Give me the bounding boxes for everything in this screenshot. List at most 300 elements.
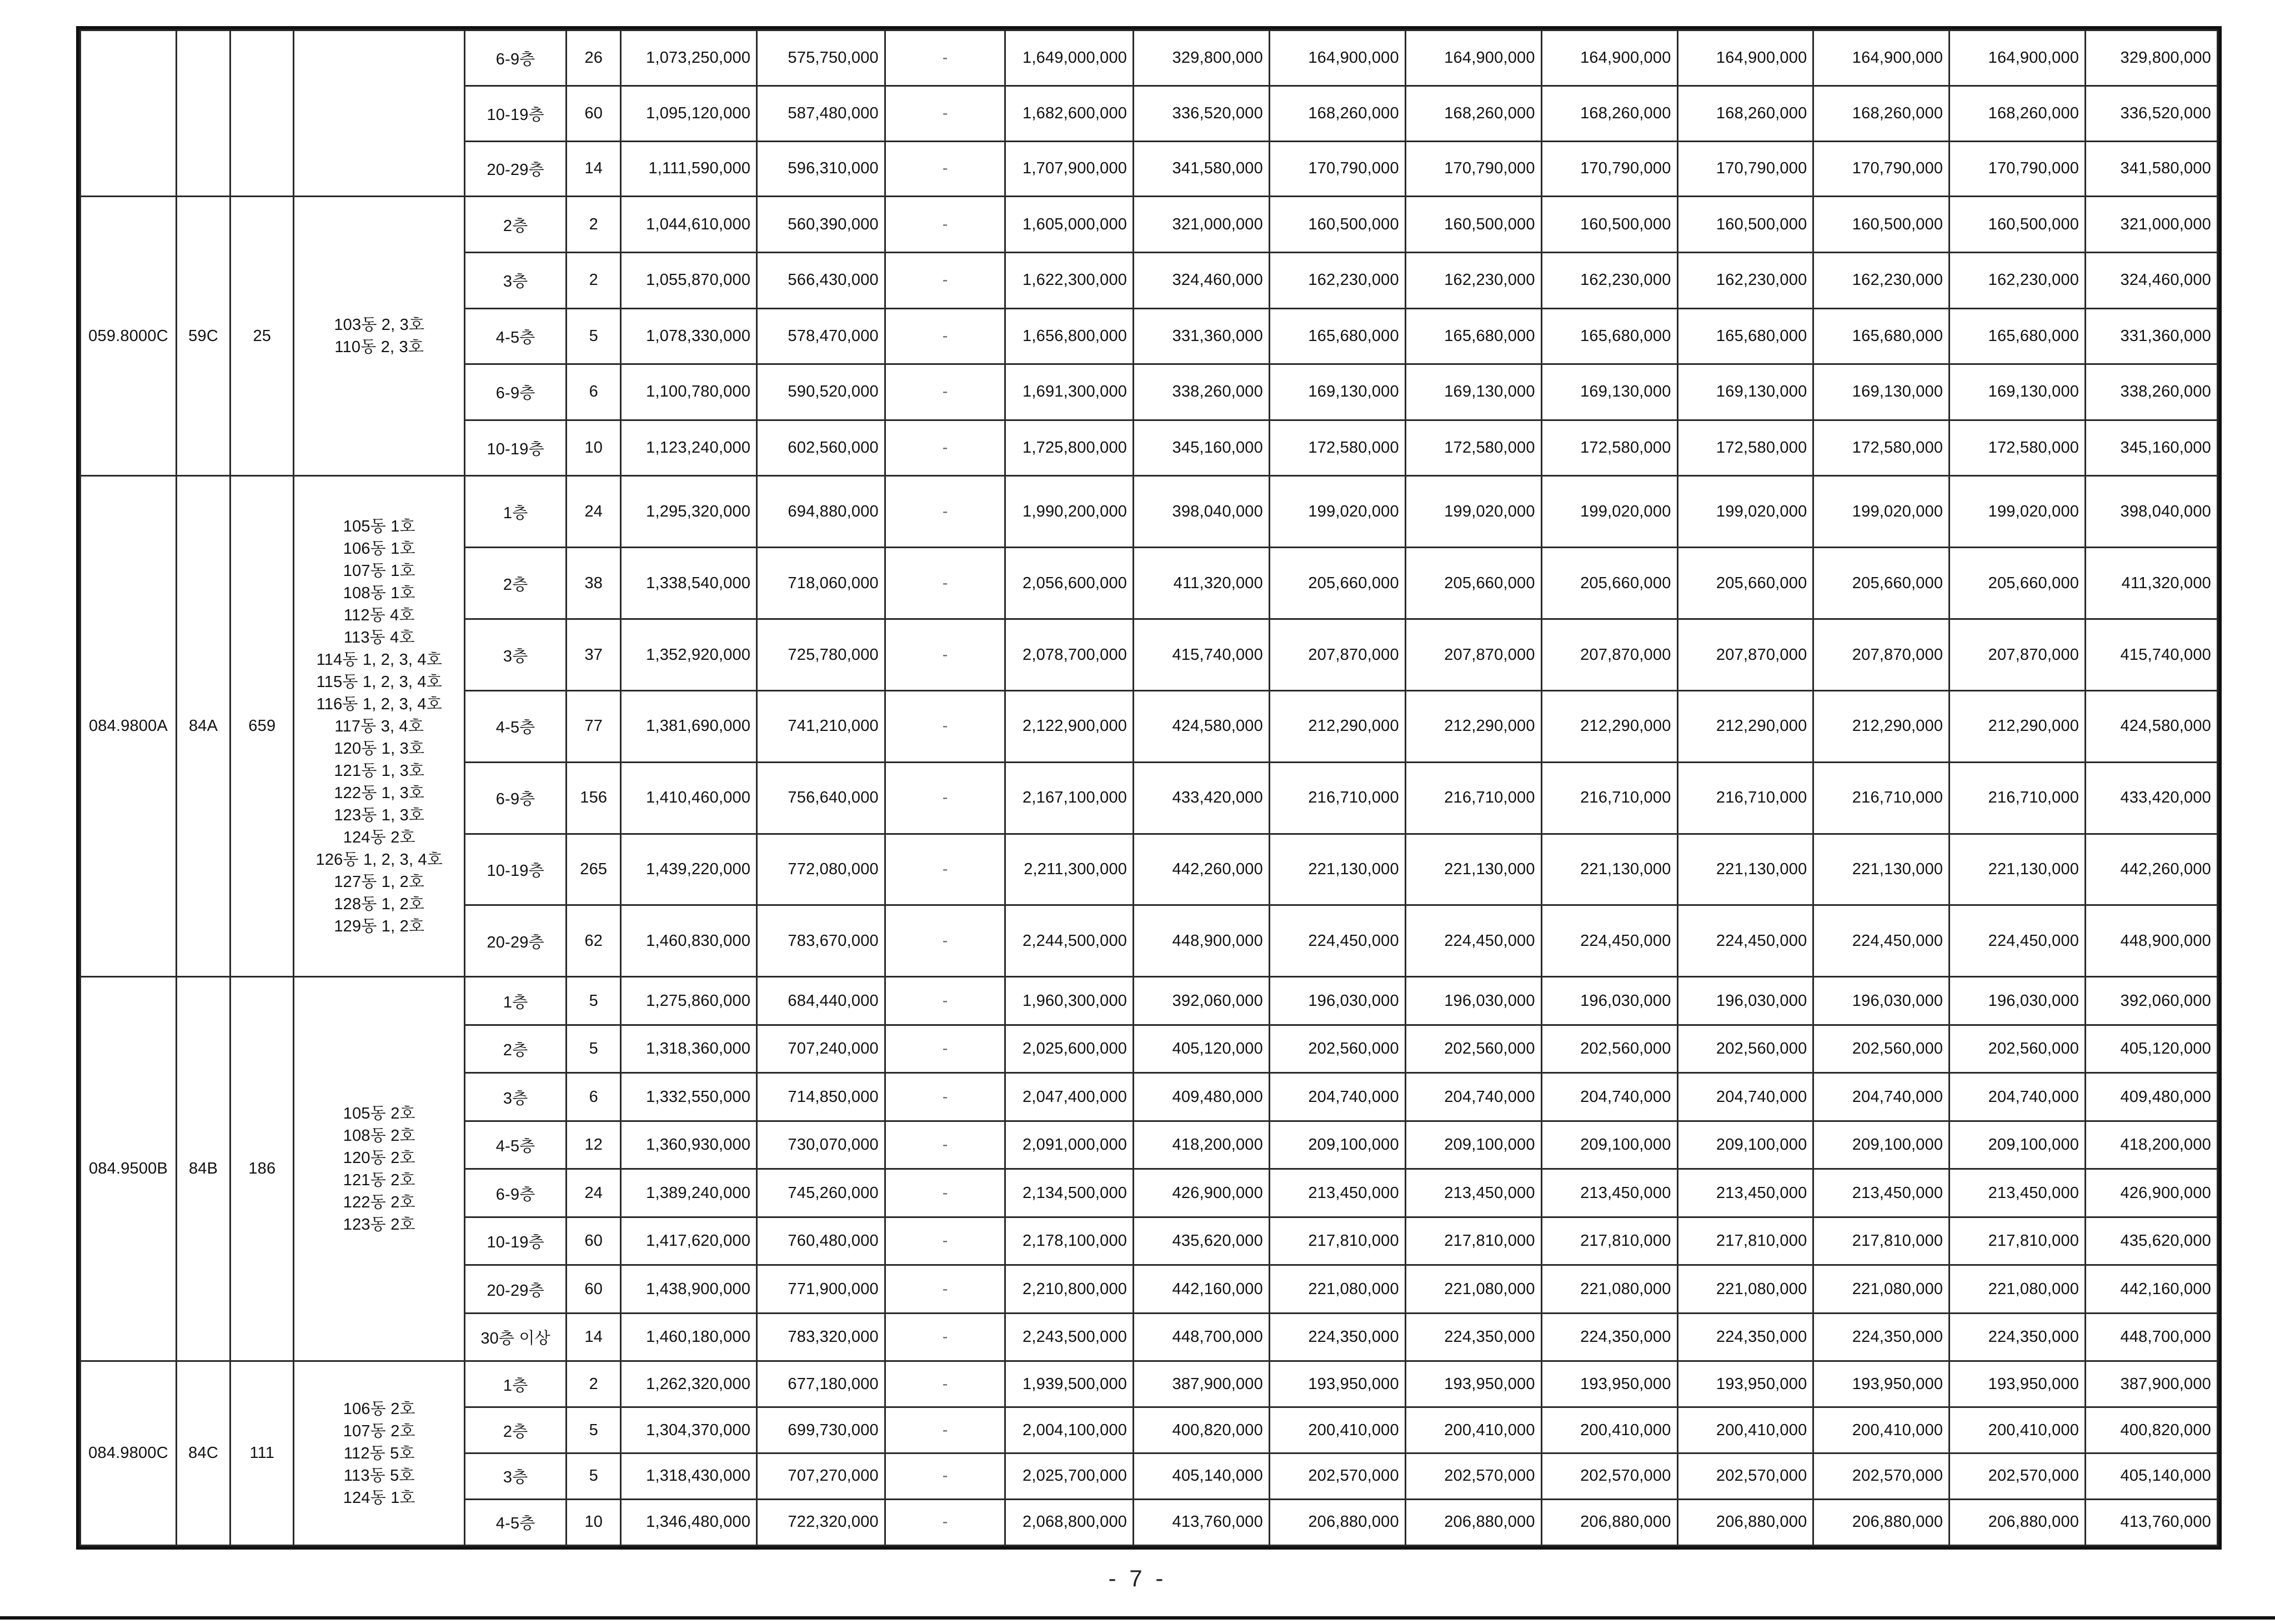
balance-cell: 433,420,000	[2086, 762, 2218, 834]
floor-cell: 6-9층	[465, 31, 567, 86]
interim-1-cell: 199,020,000	[1269, 476, 1405, 548]
building-line: 103동 2, 3호	[334, 316, 425, 334]
vat-cell: -	[885, 197, 1005, 253]
vat-cell: -	[885, 1499, 1005, 1545]
vat-cell: -	[885, 1121, 1005, 1169]
total-price-cell: 2,068,800,000	[1005, 1499, 1134, 1545]
land-price-cell: 1,417,620,000	[621, 1217, 757, 1265]
land-price-cell: 1,318,360,000	[621, 1025, 757, 1073]
interim-5-cell: 204,740,000	[1813, 1073, 1950, 1121]
interim-5-cell: 224,450,000	[1813, 905, 1950, 977]
building-price-cell: 596,310,000	[757, 141, 885, 197]
table-row	[81, 1361, 2218, 1407]
total-price-cell: 1,960,300,000	[1005, 977, 1134, 1025]
balance-cell: 387,900,000	[2086, 1361, 2218, 1407]
building-line: 110동 2, 3호	[334, 338, 424, 357]
interim-1-cell: 202,560,000	[1269, 1025, 1405, 1073]
contract-deposit-cell: 413,760,000	[1134, 1499, 1270, 1545]
building-line: 122동 2호	[343, 1193, 415, 1211]
building-price-cell: 772,080,000	[757, 834, 885, 905]
floor-cell: 4-5층	[465, 690, 567, 762]
floor-cell: 6-9층	[465, 364, 567, 420]
total-price-cell: 1,707,900,000	[1005, 141, 1134, 197]
interim-6-cell: 224,350,000	[1950, 1313, 2086, 1361]
vat-cell: -	[885, 834, 1005, 905]
total-price-cell: 2,178,100,000	[1005, 1217, 1134, 1265]
interim-1-cell: 193,950,000	[1269, 1361, 1405, 1407]
unit-count-cell: 265	[567, 834, 621, 905]
land-price-cell: 1,100,780,000	[621, 364, 757, 420]
floor-cell: 2층	[465, 197, 567, 253]
land-price-cell: 1,295,320,000	[621, 476, 757, 548]
interim-2-cell: 206,880,000	[1405, 1499, 1541, 1545]
interim-6-cell: 196,030,000	[1950, 977, 2086, 1025]
land-price-cell: 1,262,320,000	[621, 1361, 757, 1407]
interim-2-cell: 205,660,000	[1405, 548, 1541, 619]
page-number: - 7 -	[1108, 1565, 1167, 1591]
total-price-cell: 1,656,800,000	[1005, 308, 1134, 364]
vat-cell: -	[885, 1407, 1005, 1453]
interim-2-cell: 199,020,000	[1405, 476, 1541, 548]
total-price-cell: 1,605,000,000	[1005, 197, 1134, 253]
interim-3-cell: 213,450,000	[1541, 1169, 1677, 1217]
building-line: 121동 2호	[343, 1171, 415, 1189]
floor-cell: 10-19층	[465, 420, 567, 476]
unit-count-cell: 2	[567, 1361, 621, 1407]
vat-cell: -	[885, 1025, 1005, 1073]
interim-6-cell: 162,230,000	[1950, 252, 2086, 308]
interim-3-cell: 202,560,000	[1541, 1025, 1677, 1073]
land-price-cell: 1,338,540,000	[621, 548, 757, 619]
interim-5-cell: 196,030,000	[1813, 977, 1950, 1025]
total-price-cell: 2,078,700,000	[1005, 619, 1134, 691]
interim-5-cell: 221,080,000	[1813, 1265, 1950, 1314]
building-price-cell: 783,670,000	[757, 905, 885, 977]
floor-cell: 6-9층	[465, 762, 567, 834]
building-line: 113동 4호	[343, 628, 415, 646]
building-line: 129동 1, 2호	[334, 917, 425, 935]
interim-1-cell: 168,260,000	[1269, 86, 1405, 141]
interim-5-cell: 224,350,000	[1813, 1313, 1950, 1361]
interim-2-cell: 202,560,000	[1405, 1025, 1541, 1073]
balance-cell: 435,620,000	[2086, 1217, 2218, 1265]
unit-count-cell: 60	[567, 1265, 621, 1314]
contract-deposit-cell: 409,480,000	[1134, 1073, 1270, 1121]
vat-cell: -	[885, 905, 1005, 977]
table-row	[81, 977, 2218, 1025]
balance-cell: 405,140,000	[2086, 1453, 2218, 1500]
interim-3-cell: 212,290,000	[1541, 690, 1677, 762]
interim-4-cell: 206,880,000	[1677, 1499, 1813, 1545]
interim-6-cell: 212,290,000	[1950, 690, 2086, 762]
contract-deposit-cell: 405,140,000	[1134, 1453, 1270, 1500]
interim-2-cell: 204,740,000	[1405, 1073, 1541, 1121]
interim-2-cell: 162,230,000	[1405, 252, 1541, 308]
balance-cell: 341,580,000	[2086, 141, 2218, 197]
floor-cell: 1층	[465, 977, 567, 1025]
total-price-cell: 1,622,300,000	[1005, 252, 1134, 308]
interim-2-cell: 224,350,000	[1405, 1313, 1541, 1361]
building-price-cell: 771,900,000	[757, 1265, 885, 1314]
building-price-cell: 783,320,000	[757, 1313, 885, 1361]
interim-1-cell: 207,870,000	[1269, 619, 1405, 691]
land-price-cell: 1,304,370,000	[621, 1407, 757, 1453]
total-price-cell: 1,649,000,000	[1005, 31, 1134, 86]
interim-3-cell: 204,740,000	[1541, 1073, 1677, 1121]
interim-4-cell: 224,450,000	[1677, 905, 1813, 977]
interim-2-cell: 209,100,000	[1405, 1121, 1541, 1169]
unit-count-cell: 24	[567, 1169, 621, 1217]
interim-5-cell: 207,870,000	[1813, 619, 1950, 691]
building-price-cell: 756,640,000	[757, 762, 885, 834]
balance-cell: 448,700,000	[2086, 1313, 2218, 1361]
table-row	[81, 197, 2218, 253]
building-line: 122동 1, 3호	[334, 784, 425, 802]
interim-5-cell: 193,950,000	[1813, 1361, 1950, 1407]
interim-6-cell: 169,130,000	[1950, 364, 2086, 420]
vat-cell: -	[885, 1073, 1005, 1121]
land-price-cell: 1,111,590,000	[621, 141, 757, 197]
model-code-cell	[81, 31, 177, 197]
land-price-cell: 1,460,830,000	[621, 905, 757, 977]
building-list-cell	[294, 1361, 465, 1546]
total-price-cell: 2,056,600,000	[1005, 548, 1134, 619]
floor-cell: 3층	[465, 1073, 567, 1121]
interim-3-cell: 221,080,000	[1541, 1265, 1677, 1314]
vat-cell: -	[885, 420, 1005, 476]
vat-cell: -	[885, 252, 1005, 308]
balance-cell: 405,120,000	[2086, 1025, 2218, 1073]
interim-6-cell: 160,500,000	[1950, 197, 2086, 253]
land-price-cell: 1,078,330,000	[621, 308, 757, 364]
interim-6-cell: 170,790,000	[1950, 141, 2086, 197]
total-price-cell: 2,211,300,000	[1005, 834, 1134, 905]
total-price-cell: 2,025,700,000	[1005, 1453, 1134, 1500]
model-code-cell: 084.9800A	[81, 476, 177, 977]
contract-deposit-cell: 448,700,000	[1134, 1313, 1270, 1361]
interim-6-cell: 209,100,000	[1950, 1121, 2086, 1169]
floor-cell: 4-5층	[465, 1499, 567, 1545]
interim-2-cell: 196,030,000	[1405, 977, 1541, 1025]
interim-6-cell: 193,950,000	[1950, 1361, 2086, 1407]
unit-count-cell: 5	[567, 308, 621, 364]
building-line: 121동 1, 3호	[334, 761, 425, 780]
building-line: 120동 2호	[343, 1149, 415, 1167]
contract-deposit-cell: 336,520,000	[1134, 86, 1270, 141]
floor-cell: 4-5층	[465, 1121, 567, 1169]
interim-2-cell: 212,290,000	[1405, 690, 1541, 762]
housing-type-cell: 59C	[177, 197, 230, 476]
building-price-cell: 745,260,000	[757, 1169, 885, 1217]
vat-cell: -	[885, 1265, 1005, 1314]
unit-count-cell: 12	[567, 1121, 621, 1169]
unit-count-cell: 6	[567, 364, 621, 420]
interim-3-cell: 216,710,000	[1541, 762, 1677, 834]
contract-deposit-cell: 448,900,000	[1134, 905, 1270, 977]
floor-cell: 3층	[465, 619, 567, 691]
interim-1-cell: 196,030,000	[1269, 977, 1405, 1025]
contract-deposit-cell: 442,160,000	[1134, 1265, 1270, 1314]
interim-2-cell: 200,410,000	[1405, 1407, 1541, 1453]
contract-deposit-cell: 329,800,000	[1134, 31, 1270, 86]
interim-6-cell: 164,900,000	[1950, 31, 2086, 86]
contract-deposit-cell: 435,620,000	[1134, 1217, 1270, 1265]
interim-1-cell: 165,680,000	[1269, 308, 1405, 364]
interim-5-cell: 172,580,000	[1813, 420, 1950, 476]
interim-3-cell: 162,230,000	[1541, 252, 1677, 308]
interim-5-cell: 205,660,000	[1813, 548, 1950, 619]
vat-cell: -	[885, 86, 1005, 141]
unit-count-cell: 38	[567, 548, 621, 619]
vat-cell: -	[885, 690, 1005, 762]
total-price-cell: 2,167,100,000	[1005, 762, 1134, 834]
interim-3-cell: 169,130,000	[1541, 364, 1677, 420]
interim-3-cell: 202,570,000	[1541, 1453, 1677, 1500]
land-price-cell: 1,352,920,000	[621, 619, 757, 691]
interim-3-cell: 205,660,000	[1541, 548, 1677, 619]
balance-cell: 413,760,000	[2086, 1499, 2218, 1545]
interim-5-cell: 212,290,000	[1813, 690, 1950, 762]
total-units-cell: 659	[230, 476, 294, 977]
contract-deposit-cell: 387,900,000	[1134, 1361, 1270, 1407]
total-price-cell: 1,682,600,000	[1005, 86, 1134, 141]
interim-4-cell: 207,870,000	[1677, 619, 1813, 691]
unit-count-cell: 62	[567, 905, 621, 977]
floor-cell: 4-5층	[465, 308, 567, 364]
interim-4-cell: 162,230,000	[1677, 252, 1813, 308]
building-price-cell: 575,750,000	[757, 31, 885, 86]
interim-4-cell: 160,500,000	[1677, 197, 1813, 253]
interim-4-cell: 202,570,000	[1677, 1453, 1813, 1500]
building-price-cell: 741,210,000	[757, 690, 885, 762]
contract-deposit-cell: 341,580,000	[1134, 141, 1270, 197]
unit-count-cell: 5	[567, 1453, 621, 1500]
land-price-cell: 1,439,220,000	[621, 834, 757, 905]
interim-1-cell: 209,100,000	[1269, 1121, 1405, 1169]
interim-4-cell: 216,710,000	[1677, 762, 1813, 834]
interim-1-cell: 164,900,000	[1269, 31, 1405, 86]
building-line: 106동 2호	[343, 1400, 415, 1418]
building-line: 108동 1호	[343, 584, 415, 602]
interim-3-cell: 164,900,000	[1541, 31, 1677, 86]
total-price-cell: 2,122,900,000	[1005, 690, 1134, 762]
interim-2-cell: 207,870,000	[1405, 619, 1541, 691]
interim-3-cell: 224,450,000	[1541, 905, 1677, 977]
contract-deposit-cell: 338,260,000	[1134, 364, 1270, 420]
balance-cell: 338,260,000	[2086, 364, 2218, 420]
interim-1-cell: 212,290,000	[1269, 690, 1405, 762]
unit-count-cell: 77	[567, 690, 621, 762]
unit-count-cell: 14	[567, 141, 621, 197]
contract-deposit-cell: 345,160,000	[1134, 420, 1270, 476]
interim-3-cell: 168,260,000	[1541, 86, 1677, 141]
building-price-cell: 677,180,000	[757, 1361, 885, 1407]
unit-count-cell: 60	[567, 86, 621, 141]
total-price-cell: 2,004,100,000	[1005, 1407, 1134, 1453]
interim-4-cell: 196,030,000	[1677, 977, 1813, 1025]
interim-1-cell: 224,350,000	[1269, 1313, 1405, 1361]
building-price-cell: 699,730,000	[757, 1407, 885, 1453]
interim-4-cell: 209,100,000	[1677, 1121, 1813, 1169]
interim-4-cell: 165,680,000	[1677, 308, 1813, 364]
interim-4-cell: 221,130,000	[1677, 834, 1813, 905]
contract-deposit-cell: 442,260,000	[1134, 834, 1270, 905]
unit-count-cell: 5	[567, 1025, 621, 1073]
floor-cell: 20-29층	[465, 1265, 567, 1314]
land-price-cell: 1,123,240,000	[621, 420, 757, 476]
building-price-cell: 707,270,000	[757, 1453, 885, 1500]
housing-type-cell: 84C	[177, 1361, 230, 1546]
floor-cell: 2층	[465, 1407, 567, 1453]
interim-1-cell: 169,130,000	[1269, 364, 1405, 420]
interim-1-cell: 221,080,000	[1269, 1265, 1405, 1314]
floor-cell: 3층	[465, 1453, 567, 1500]
housing-type-cell	[177, 31, 230, 197]
building-list-cell	[294, 476, 465, 977]
interim-6-cell: 206,880,000	[1950, 1499, 2086, 1545]
vat-cell: -	[885, 619, 1005, 691]
interim-1-cell: 206,880,000	[1269, 1499, 1405, 1545]
building-line: 112동 5호	[343, 1444, 415, 1462]
vat-cell: -	[885, 977, 1005, 1025]
contract-deposit-cell: 426,900,000	[1134, 1169, 1270, 1217]
contract-deposit-cell: 392,060,000	[1134, 977, 1270, 1025]
total-price-cell: 1,691,300,000	[1005, 364, 1134, 420]
interim-1-cell: 162,230,000	[1269, 252, 1405, 308]
contract-deposit-cell: 324,460,000	[1134, 252, 1270, 308]
balance-cell: 400,820,000	[2086, 1407, 2218, 1453]
interim-6-cell: 202,570,000	[1950, 1453, 2086, 1500]
interim-4-cell: 200,410,000	[1677, 1407, 1813, 1453]
building-price-cell: 602,560,000	[757, 420, 885, 476]
vat-cell: -	[885, 31, 1005, 86]
interim-2-cell: 170,790,000	[1405, 141, 1541, 197]
interim-1-cell: 216,710,000	[1269, 762, 1405, 834]
land-price-cell: 1,438,900,000	[621, 1265, 757, 1314]
vat-cell: -	[885, 1217, 1005, 1265]
interim-6-cell: 200,410,000	[1950, 1407, 2086, 1453]
land-price-cell: 1,460,180,000	[621, 1313, 757, 1361]
building-price-cell: 730,070,000	[757, 1121, 885, 1169]
interim-5-cell: 213,450,000	[1813, 1169, 1950, 1217]
interim-6-cell: 204,740,000	[1950, 1073, 2086, 1121]
building-price-cell: 722,320,000	[757, 1499, 885, 1545]
balance-cell: 409,480,000	[2086, 1073, 2218, 1121]
interim-4-cell: 170,790,000	[1677, 141, 1813, 197]
interim-1-cell: 205,660,000	[1269, 548, 1405, 619]
interim-2-cell: 217,810,000	[1405, 1217, 1541, 1265]
building-price-cell: 725,780,000	[757, 619, 885, 691]
floor-cell: 2층	[465, 1025, 567, 1073]
interim-3-cell: 172,580,000	[1541, 420, 1677, 476]
interim-1-cell: 217,810,000	[1269, 1217, 1405, 1265]
interim-2-cell: 216,710,000	[1405, 762, 1541, 834]
interim-3-cell: 196,030,000	[1541, 977, 1677, 1025]
unit-count-cell: 14	[567, 1313, 621, 1361]
floor-cell: 10-19층	[465, 834, 567, 905]
interim-5-cell: 164,900,000	[1813, 31, 1950, 86]
contract-deposit-cell: 321,000,000	[1134, 197, 1270, 253]
interim-3-cell: 207,870,000	[1541, 619, 1677, 691]
interim-2-cell: 172,580,000	[1405, 420, 1541, 476]
interim-4-cell: 169,130,000	[1677, 364, 1813, 420]
building-line: 117동 3, 4호	[334, 717, 424, 735]
building-line: 107동 1호	[343, 562, 415, 580]
balance-cell: 442,160,000	[2086, 1265, 2218, 1314]
total-price-cell: 2,091,000,000	[1005, 1121, 1134, 1169]
interim-4-cell: 202,560,000	[1677, 1025, 1813, 1073]
interim-1-cell: 221,130,000	[1269, 834, 1405, 905]
interim-6-cell: 202,560,000	[1950, 1025, 2086, 1073]
vat-cell: -	[885, 1361, 1005, 1407]
total-units-cell: 25	[230, 197, 294, 476]
interim-3-cell: 221,130,000	[1541, 834, 1677, 905]
balance-cell: 442,260,000	[2086, 834, 2218, 905]
interim-2-cell: 165,680,000	[1405, 308, 1541, 364]
unit-count-cell: 6	[567, 1073, 621, 1121]
building-line: 124동 1호	[343, 1488, 415, 1507]
unit-count-cell: 2	[567, 197, 621, 253]
land-price-cell: 1,381,690,000	[621, 690, 757, 762]
land-price-cell: 1,073,250,000	[621, 31, 757, 86]
total-price-cell: 1,990,200,000	[1005, 476, 1134, 548]
balance-cell: 392,060,000	[2086, 977, 2218, 1025]
interim-3-cell: 206,880,000	[1541, 1499, 1677, 1545]
interim-6-cell: 205,660,000	[1950, 548, 2086, 619]
balance-cell: 448,900,000	[2086, 905, 2218, 977]
land-price-cell: 1,044,610,000	[621, 197, 757, 253]
contract-deposit-cell: 398,040,000	[1134, 476, 1270, 548]
interim-1-cell: 200,410,000	[1269, 1407, 1405, 1453]
contract-deposit-cell: 331,360,000	[1134, 308, 1270, 364]
unit-count-cell: 5	[567, 977, 621, 1025]
floor-cell: 3층	[465, 252, 567, 308]
interim-3-cell: 160,500,000	[1541, 197, 1677, 253]
interim-6-cell: 217,810,000	[1950, 1217, 2086, 1265]
interim-1-cell: 213,450,000	[1269, 1169, 1405, 1217]
building-line: 123동 1, 3호	[334, 806, 425, 824]
building-price-cell: 560,390,000	[757, 197, 885, 253]
building-line: 124동 2호	[343, 828, 415, 846]
interim-5-cell: 199,020,000	[1813, 476, 1950, 548]
interim-4-cell: 224,350,000	[1677, 1313, 1813, 1361]
vat-cell: -	[885, 1453, 1005, 1500]
building-list-cell	[294, 197, 465, 476]
balance-cell: 411,320,000	[2086, 548, 2218, 619]
interim-6-cell: 213,450,000	[1950, 1169, 2086, 1217]
interim-5-cell: 221,130,000	[1813, 834, 1950, 905]
balance-cell: 329,800,000	[2086, 31, 2218, 86]
interim-4-cell: 212,290,000	[1677, 690, 1813, 762]
interim-3-cell: 200,410,000	[1541, 1407, 1677, 1453]
total-price-cell: 2,134,500,000	[1005, 1169, 1134, 1217]
table-row	[81, 31, 2218, 86]
land-price-cell: 1,275,860,000	[621, 977, 757, 1025]
interim-6-cell: 207,870,000	[1950, 619, 2086, 691]
interim-3-cell: 209,100,000	[1541, 1121, 1677, 1169]
unit-count-cell: 10	[567, 1499, 621, 1545]
interim-6-cell: 221,080,000	[1950, 1265, 2086, 1314]
interim-5-cell: 206,880,000	[1813, 1499, 1950, 1545]
interim-3-cell: 165,680,000	[1541, 308, 1677, 364]
floor-cell: 30층 이상	[465, 1313, 567, 1361]
interim-1-cell: 160,500,000	[1269, 197, 1405, 253]
interim-5-cell: 202,570,000	[1813, 1453, 1950, 1500]
interim-5-cell: 160,500,000	[1813, 197, 1950, 253]
interim-5-cell: 200,410,000	[1813, 1407, 1950, 1453]
building-line: 107동 2호	[343, 1422, 415, 1440]
contract-deposit-cell: 433,420,000	[1134, 762, 1270, 834]
